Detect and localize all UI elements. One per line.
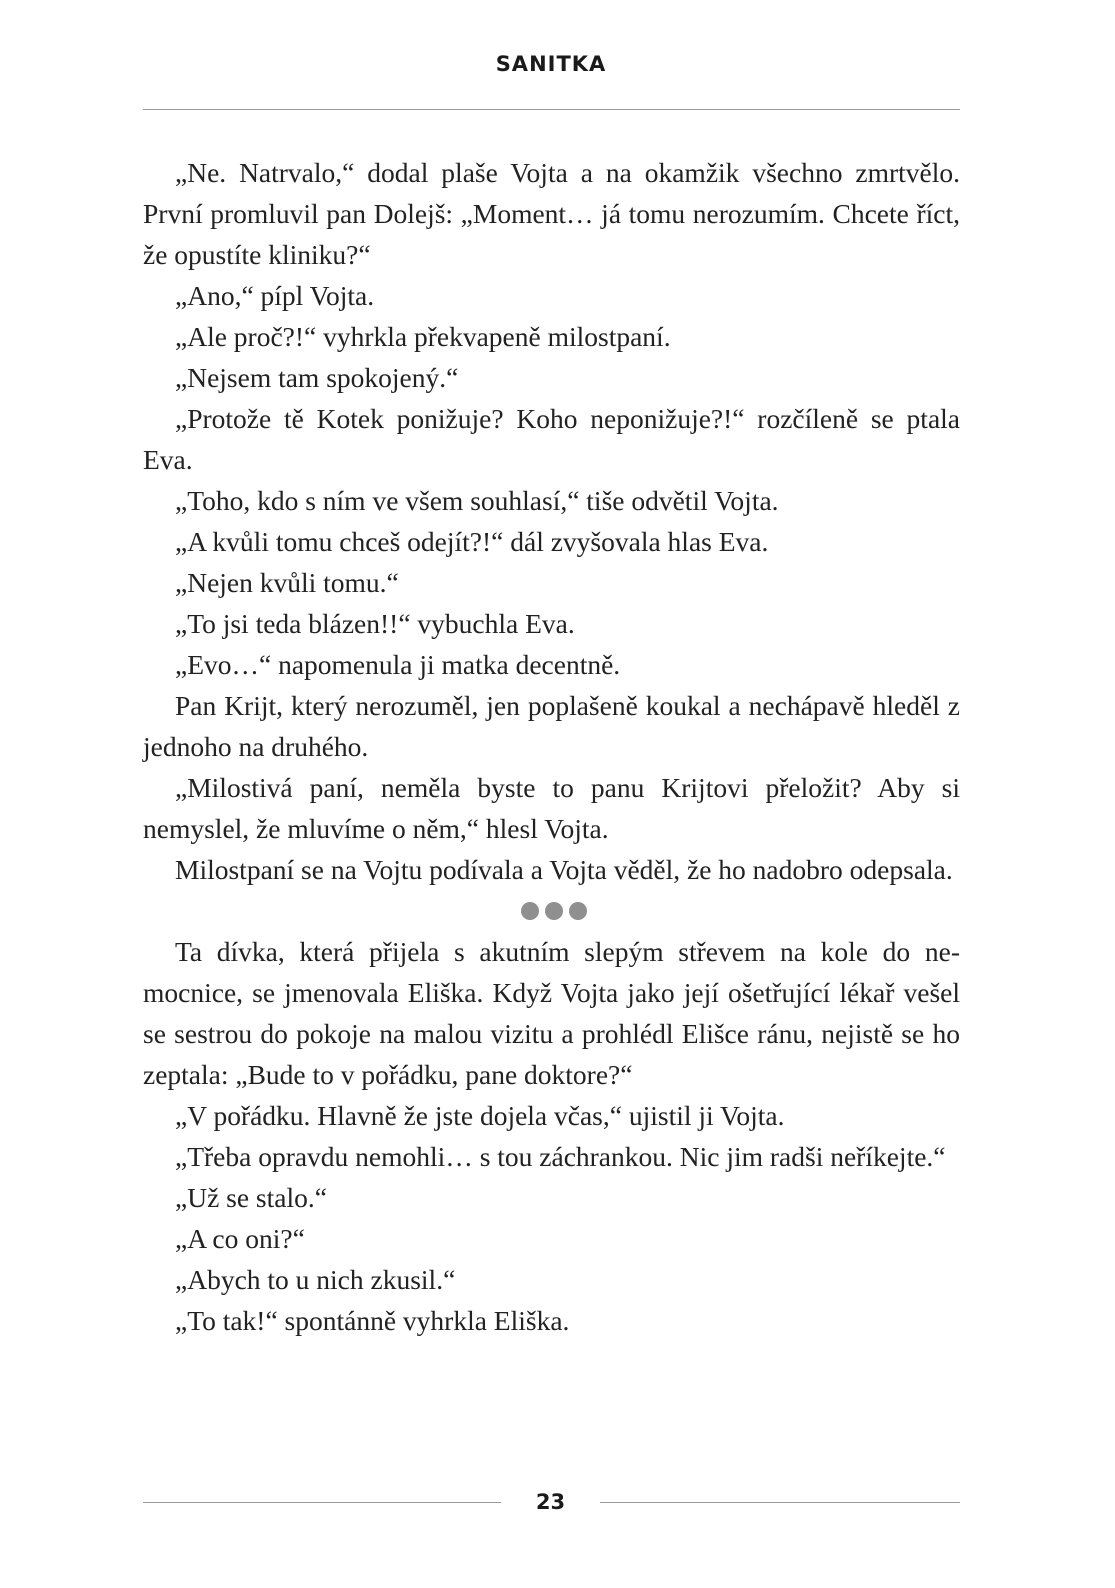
paragraph: „Protože tě Kotek ponižuje? Koho neponižuje?!“ rozčíleně se ptala Eva.	[143, 403, 960, 475]
paragraph: „Toho, kdo s ním ve všem souhlasí,“ tiše odvětil Vojta.	[175, 485, 779, 516]
paragraph: „Nejsem tam spokojený.“	[175, 362, 459, 393]
paragraph: Ta dívka, která přijela s akutním slepým střevem na kole do nemocnice, se jmenovala Eliška. Když Vojta jako její ošetřující lékař vešel se sestrou do pokoje na malou vizitu a prohlédl Elišce ránu, nejistě se ho zeptala: „Bude to v pořádku, pane doktore?“	[143, 936, 960, 1090]
paragraph: „V pořádku. Hlavně že jste dojela včas,“ ujistil ji Vojta.	[175, 1100, 785, 1131]
paragraph: „Milostivá paní, neměla byste to panu Krijtovi přeložit? Aby si nemyslel, že mluvíme o něm,“ hlesl Vojta.	[143, 772, 960, 844]
paragraph: „A co oni?“	[175, 1223, 305, 1254]
footer-divider-right	[600, 1502, 960, 1503]
paragraph: „Ne. Natrvalo,“ dodal plaše Vojta a na okamžik všechno zmrtvělo. První promluvil pan Dolejš: „Moment… já tomu nerozumím. Chcete říct, že opustíte kliniku?“	[143, 157, 960, 270]
section-break-dot	[545, 902, 563, 920]
paragraph: „A kvůli tomu chceš odejít?!“ dál zvyšovala hlas Eva.	[175, 526, 769, 557]
page-number: 23	[535, 1490, 566, 1514]
header-divider	[143, 109, 960, 110]
section-break-dot	[521, 902, 539, 920]
paragraph: „Třeba opravdu nemohli… s tou záchrankou. Nic jim radši neříkejte.“	[175, 1141, 946, 1172]
paragraph: „To jsi teda blázen!!“ vybuchla Eva.	[175, 608, 575, 639]
paragraph: Pan Krijt, který nerozuměl, jen poplašeně koukal a nechápavě hleděl z jednoho na druhého.	[143, 690, 960, 762]
paragraph: „To tak!“ spontánně vyhrkla Eliška.	[175, 1305, 570, 1336]
section-break-dots	[143, 890, 960, 931]
footer-divider-left	[143, 1502, 501, 1503]
chapter-text	[143, 152, 960, 1341]
paragraph: „Už se stalo.“	[175, 1182, 327, 1213]
section-break-dot	[569, 902, 587, 920]
paragraph: Milostpaní se na Vojtu podívala a Vojta věděl, že ho nadobro odepsala.	[175, 854, 953, 885]
paragraph: „Nejen kvůli tomu.“	[175, 567, 399, 598]
paragraph: „Evo…“ napomenula ji matka decentně.	[175, 649, 621, 680]
paragraph: „Abych to u nich zkusil.“	[175, 1264, 456, 1295]
paragraph: „Ano,“ pípl Vojta.	[175, 280, 375, 311]
running-header: SANITKA	[495, 52, 607, 76]
paragraph: „Ale proč?!“ vyhrkla překvapeně milostpaní.	[175, 321, 671, 352]
